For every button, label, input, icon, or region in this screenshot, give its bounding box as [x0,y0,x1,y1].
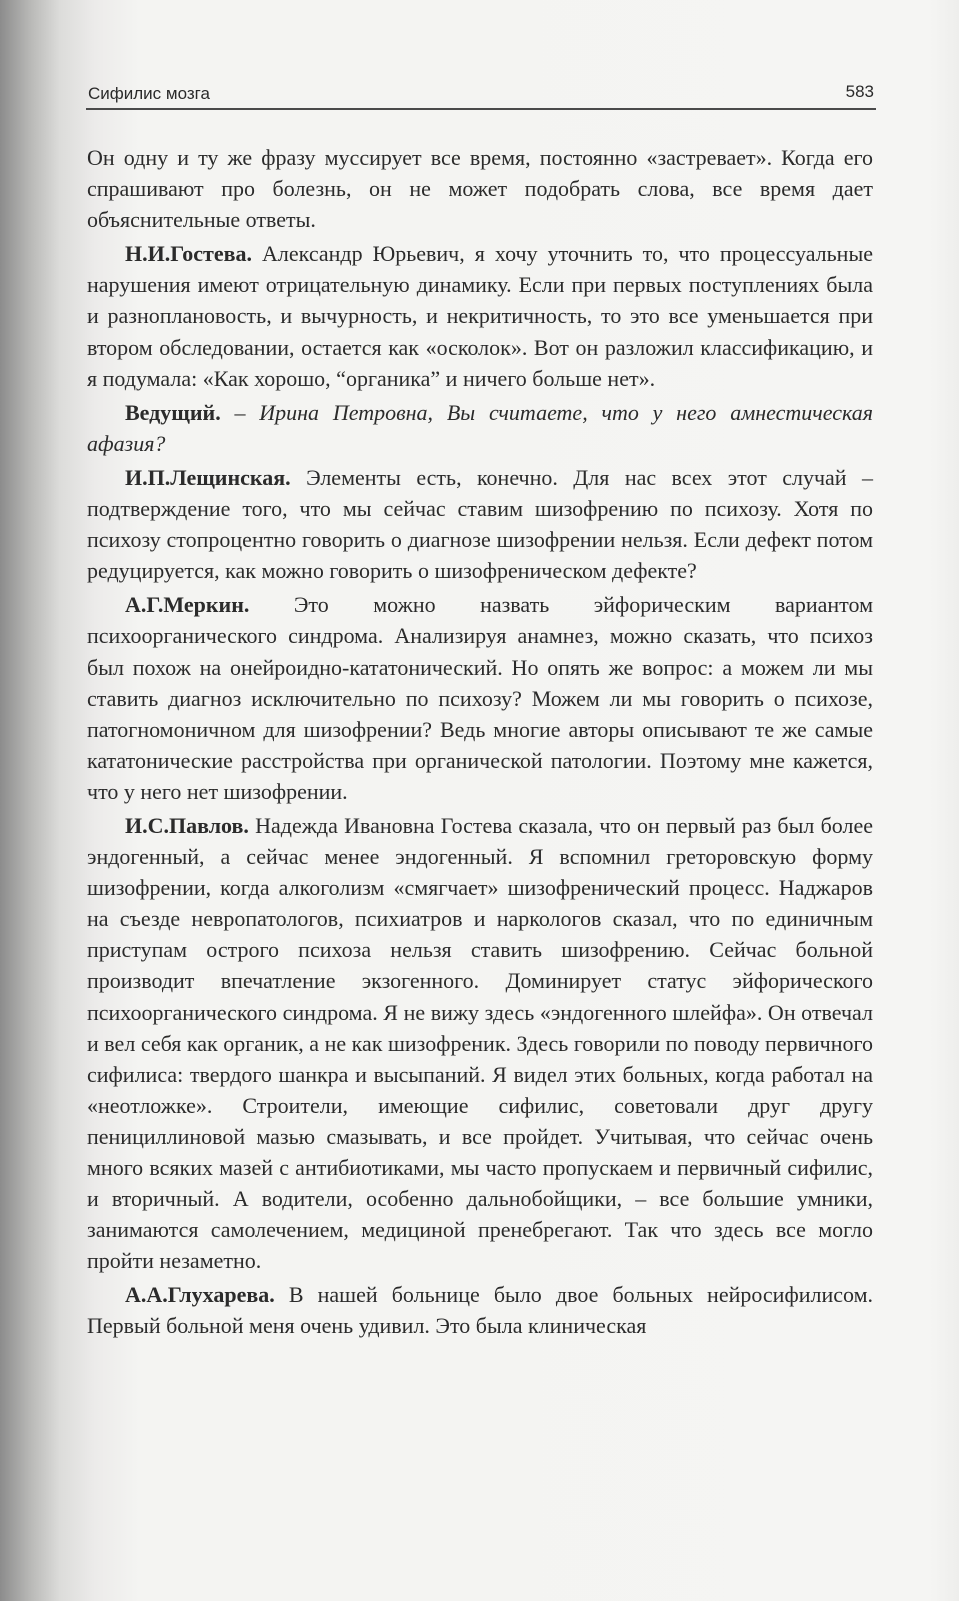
paragraph-text: Он одну и ту же фразу муссирует все время, постоянно «застревает». Когда его спрашивают про болезнь, он не может подобрать слова, все время дает объяснительные ответы. [87,145,873,233]
paragraph-text: Надежда Ивановна Гостева сказала, что он первый раз был более эндогенный, а сейчас менее эндогенный. Я вспомнил греторовскую форму шизофрении, когда алкоголизм «смягчает» шизофренический процесс. Наджаров на съезде невропатологов, психиатров и наркологов сказал, что по единичным приступам острого психоза нельзя ставить шизофрению. Сейчас больной производит впечатление экзогенного. Доминирует статус эйфорического психоорганического синдрома. Я не вижу здесь «эндогенного шлейфа». Он отвечал и вел себя как органик, а не как шизофреник. Здесь говорили по поводу первичного сифилиса: твердого шанкра и высыпаний. Я видел этих больных, когда работал на «неотложке». Строители, имеющие сифилис, советовали друг другу пенициллиновой мазью смазывать, и все пройдет. Учитывая, что сейчас очень много всяких мазей с антибиотиками, мы часто пропускаем и первичный сифилис, и вторичный. А водители, особенно дальнобойщики, – все большие умники, занимаются самолечением, медициной пренебрегают. Так что здесь все могло пройти незаметно. [87,812,874,1274]
paragraph-merkin [87,589,873,807]
paragraph-text: В нашей больнице было двое больных нейросифилисом. Первый больной меня очень удивил. Это была клиническая [87,1282,873,1339]
paragraph-gosteva [87,238,873,393]
running-title: Сифилис мозга [88,84,210,103]
speaker-name: Н.И.Гостева. [125,241,253,267]
paragraph-leshchinskaya [87,462,873,586]
page-body-text [87,142,873,1342]
speaker-name: А.А.Глухарева. [125,1282,275,1308]
paragraph-glukhareva [87,1279,873,1341]
running-header [88,82,878,110]
speaker-name: Ведущий. [125,399,221,425]
speaker-name: И.П.Лещинская. [125,464,291,490]
paragraph-pavlov [87,810,873,1276]
paragraph-continuation [87,142,873,235]
paragraph-text: Это можно назвать эйфорическим вариантом психоорганического синдрома. Анализируя анамнез, можно сказать, что психоз был похож на онейроидно-кататонический. Но опять же вопрос: а можем ли мы ставить диагноз исключительно по психозу? Можем ли мы говорить о психозе, патогномоничном для шизофрении? Ведь многие авторы описывают те же самые кататонические расстройства при органической патологии. Поэтому мне кажется, что у него нет шизофрении. [87,592,874,804]
speaker-name: А.Г.Меркин. [125,592,250,618]
speaker-name: И.С.Павлов. [125,812,249,838]
paragraph-text: Александр Юрьевич, я хочу уточнить то, что процессуальные нарушения имеют отрицательную динамику. Если при первых поступлениях была и разноплановость, и вычурность, и некритичность, то это все уменьшается при втором обследовании, остается как «осколок». Вот он разложил классификацию, и я подумала: «Как хорошо, “органика” и ничего больше нет». [87,241,873,391]
header-divider [86,108,876,110]
page-number: 583 [845,82,874,101]
paragraph-text: – Ирина Петровна, Вы считаете, что у него амнестическая афазия? [87,399,873,456]
paragraph-text: Элементы есть, конечно. Для нас всех этот случай – подтверждение того, что мы сейчас ставим шизофрению по психозу. Хотя по психозу стопроцентно говорить о диагнозе шизофрении нельзя. Если дефект потом редуцируется, как можно говорить о шизофреническом дефекте? [87,464,873,584]
paragraph-host-question [87,397,873,459]
